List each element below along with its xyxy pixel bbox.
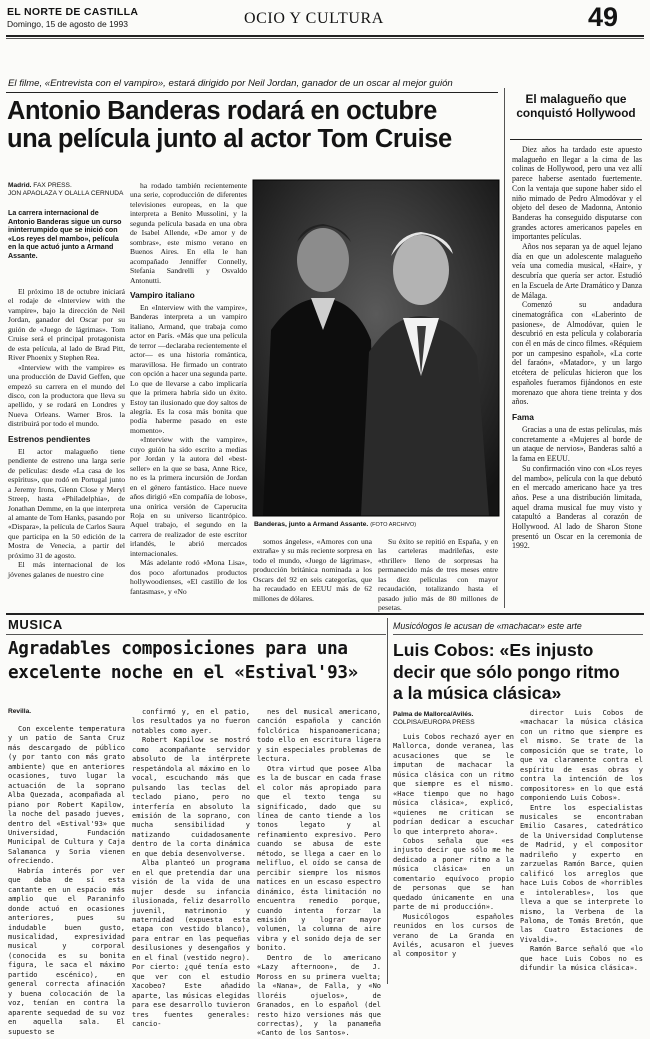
lead-subhead-1: Estrenos pendientes — [8, 433, 91, 444]
music-col1-p2: Habría interés por ver que daba de sí esta cantante en un espacio más amplio que el Paraninfo donde actuó en ocasiones anteriores, pues su indudable buen gusto, musicalidad, expresividad musical y corporal (conocida es su bonita figura, le saca el máximo partido escénico), en general correcta afinación y buena colocación de la voz, tenían en contra la aparente sequedad de su voz en aquella sala. El supuesto se — [8, 866, 125, 1036]
photo-caption — [254, 521, 416, 528]
cobos-col1-p3: Musicólogos españoles reunidos en los cursos de verano de La Granda en Avilés, acusaron el jueves al compositor y — [393, 912, 514, 959]
lead-col2-p2: En «Interview with the vampire», Banderas interpreta a un vampiro italiano, Armand, que trabaja como actor en París. «Más que una película de terror —declaraba recientemente el actor— es una historia romántica, maravillosa. He firmado un contrato con opción a hacer una segunda parte. Lo que de llevarse a cabo implicaría que la primera habría sido un éxito. Estoy tan ilusionado que doy saltos de alegría. Es la cosa más bonita que podía haberme pasado en este momento». — [130, 302, 247, 435]
cobos-divider — [387, 618, 388, 984]
cobos-col2-p1: director Luis Cobos de «machacar la música clásica con un ritmo que siempre es el mismo. Se trate de la composición que se trate, lo que va claramente contra el espíritu de esas obras y contra la intención de los compositores» en lo que está componiendo Luis Cobos». — [520, 709, 643, 803]
lead-col2-p3: «Interview with the vampire», cuyo guión ha sido escrito a medias por Jordan y la autora del «best-seller» en la que se basa, Anne Rice, no es la primera incursión de Jordan en el género fantástico. Hace nueve años dirigió «En compañía de lobos», una onírica versión de Caperucita Roja en su universo licantrópico. Aquel trabajo, el segundo en la carrera de realizador de este escritor irlandés, le abrió mercados internacionales. — [130, 435, 247, 558]
lead-kicker: El filme, «Entrevista con el vampiro», estará dirigido por Neil Jordan, ganador de un oscar al mejor guión — [8, 78, 453, 89]
music-top-rule — [6, 613, 644, 615]
sidebar-p2: Años nos separan ya de aquel lejano día en que un adolescente malagueño veía una comedia musical, «Hair», y descubría que quería ser actor. Estudió en la Escuela de Arte Dramático y Danza de Málaga. — [512, 242, 642, 300]
lead-col2-p4: Más adelante rodó «Mona Lisa», dos poco afortunados productos hollywoodienses, «El castillo de los fantasmas», y «No — [130, 558, 247, 596]
caption-text: Banderas, junto a Armand Assante. — [254, 521, 369, 528]
music-section-title: MUSICA — [8, 617, 63, 632]
lead-column-4 — [378, 537, 498, 611]
lead-col4-p1: Su éxito se repitió en España, y en las carteleras madrileñas, este «thriller» lleno de sorpresas ha permanecido más de tres meses entre las diez películas con mayor recaudación, totalizando hasta el pasado julio más de 80 millones de pesetas. — [378, 537, 498, 613]
lead-byline — [8, 182, 128, 198]
caption-credit: (FOTO ARCHIVO) — [370, 522, 417, 528]
lead-col1-p4: El más internacional de los jóvenes galanes de nuestro cine — [8, 560, 125, 579]
music-col2-p1: confirmó y, en el patio, los resultados ya no fueron notables como ayer. — [132, 708, 250, 735]
lead-headline-2: una película junto al actor Tom Cruise — [7, 125, 452, 153]
music-headline-1: Agradables composiciones para una — [8, 639, 348, 659]
music-col3-p2: Otra virtud que posee Alba es la de buscar en cada frase el color más apropiado para que el texto tenga su significado, dado que su línea de canto tiende a los tonos legato y al refinamiento expresivo. Pero cuando se abusa de este método, se llega a caer en lo melifluo, el oído se cansa de percibir siempre los mismos matices en un escaso espectro dinámico, ésta limitación no encuentra remedio porque, cuando intenta forzar la emisión y lograr mayor volumen, la columna de aire vibra y el sonido deja de ser bonito. — [257, 764, 381, 953]
lead-col2-p1: ha rodado también recientemente una serie, coproducción de diferentes televisiones europeas, en la que interpreta a Benito Mussolini, y la segunda película basada en una obra de Isabel Allende, «De amor y de sombras», este mismo verano en Buenos Aires. En ella le han acompañado Jenniffer Connelly, Stefania Sandrelli y Osvaldo Antonutti. — [130, 181, 247, 285]
masthead-rule — [6, 35, 644, 37]
lead-column-3 — [253, 537, 372, 611]
lead-summary: La carrera internacional de Antonio Banderas sigue un curso ininterrumpido que se inició con «Los reyes del mambo», película en la que actuó junto a Armand Assante. — [8, 209, 122, 260]
sidebar-subhead: Fama — [512, 411, 534, 422]
kicker-rule — [6, 92, 498, 93]
music-byline: Revilla. — [8, 708, 32, 715]
newspaper-name: EL NORTE DE CASTILLA — [7, 6, 139, 18]
music-column-2 — [132, 708, 251, 1028]
lead-col3-p1: somos ángeles», «Amores con una extraña» y su más reciente sorpresa en todo el mundo, «Juego de lágrimas», producción británica nominada a los Oscars del 92 en seis categorías, que ha recaudado en EEUU más de 62 millones de dólares. — [253, 537, 372, 603]
cobos-column-2 — [520, 709, 643, 983]
sidebar-body — [512, 145, 642, 607]
lead-col1-p3: El actor malagueño tiene pendiente de estreno una larga serie de películas: desde «La casa de los espíritus», que rodó en Portugal junto a Jeremy Irons, Glenn Close y Meryl Streep, hasta «Philadelphia», de Jonathan Demme, en la que interpreta al amante de Tom Hanks, pasando por «Dispara», la película de Carlos Saura que participa en la 50 edición de la Mostra de Venecia, a partir del próximo 31 de agosto. — [8, 446, 125, 560]
lead-photo — [253, 180, 499, 516]
music-column-1 — [8, 725, 125, 1036]
cobos-col1-p2: Cobos señala que «es injusto decir que sólo me he dedicado a poner ritmo a la música clásica» en un comentario equívoco propio de personas que se han quedado únicamente en una parte de mi producción». — [393, 836, 514, 912]
cobos-kicker-rule — [393, 634, 643, 635]
music-col1-p1: Con excelente temperatura y un patio de Santa Cruz más descargado de público (y por tanto con más grato ambiente) que en anteriores ocasiones, tuvo lugar la actuación de la soprano Alba Quezada, acompañada al piano por Robert Kapilow, la noche del pasado jueves, dentro del «Estival'93» que Universidad, Fundación Municipal de Cultura y Caja Salamanca y Soria vienen ofreciendo. — [8, 725, 125, 866]
issue-date: Domingo, 15 de agosto de 1993 — [7, 19, 128, 29]
lead-column-2 — [130, 181, 247, 609]
lead-headline-1: Antonio Banderas rodará en octubre — [7, 97, 437, 125]
music-col2-p3: Alba planteó un programa en el que pretendía dar una visión de la vida de una mujer desde su infancia ilusionada, feliz desarrollo juvenil, matrimonio y maternidad (expuesta esta etapa con vestido blanco), para entrar en las pequeñas desilusiones y desengaños y en el final (vestido negro). Por cierto: ¿qué tenía esto que ver con el estudio Xacobeo? Este añadido aparte, las músicas elegidas para ese desarrollo tuvieron tres fuentes generales: cancio- — [132, 859, 251, 1028]
sidebar-divider — [504, 88, 505, 608]
sidebar-p5: Su confirmación vino con «Los reyes del mambo», película con la que debutó en el mercado americano hace ya tres años. Pese a una distribución limitada, aquel drama musical fue muy visto y catapultó a Banderas al corazón de Hollywood. Al lado de Sharon Stone presentó un Oscar en la ceremonia de 1992. — [512, 463, 642, 551]
cobos-byline-agency: COLPISA/EUROPA PRESS — [393, 719, 475, 726]
cobos-headline-3: a la música clásica» — [393, 683, 562, 703]
music-col3-p3: Dentro de lo americano «Lazy afternoon», de J. Moross en su primera vuelta; la «Nana», de Falla, y «No lloréis ojuelos», de Granados, en lo español (del resto hizo versiones más que correctas), y la panameña «Canto de los Santos». — [257, 953, 381, 1038]
music-col3-p1: nes del musical americano, canción española y canción folclórica hispanoamericana; todo ello en escritura ligera y sin especiales problemas de lectura. — [257, 708, 381, 764]
cobos-headline-2: decir que sólo pongo ritmo — [393, 661, 620, 682]
cobos-headline-1: Luis Cobos: «Es injusto — [393, 640, 594, 660]
music-section-rule — [6, 634, 386, 635]
lead-col1-p1: El próximo 18 de octubre iniciará el rodaje de «Interview with the vampire», bajo la dirección de Neil Jordan, ganador del Oscar por su guión de «Juego de lágrimas». Tom Cruise será el principal protagonista de esta película, al lado de Brad Pitt, River Phoenix y Stephen Rea. — [8, 287, 125, 363]
page-number: 49 — [588, 2, 619, 32]
cobos-col1-p1: Luis Cobos rechazó ayer en Mallorca, donde veranea, las acusaciones que se le imputan de machacar la música clásica con un ritmo que siempre es el mismo. «Hace tiempo que no hago música clásica», explicó, «quienes me critican se podrían dedicar a escuchar lo que interpreto ahora». — [393, 733, 514, 836]
sidebar-title: El malagueño que conquistó Hollywood — [516, 92, 636, 120]
cobos-byline-place: Palma de Mallorca/Avilés. — [393, 711, 474, 718]
cobos-col2-p3: Ramón Barce señaló que «lo que hace Luis Cobos no es difundir la música clásica». — [520, 945, 643, 973]
lead-col1-p2: «Interview with the vampire» es una producción de David Geffen, que empezó su carrera en el mundo del disco, con la productora que lleva su apellido, y se rodará en Londres y Nueva Orleans. Warner Bros. la distribuirá por todo el mundo. — [8, 362, 125, 429]
cobos-kicker: Musicólogos le acusan de «machacar» este arte — [393, 621, 582, 631]
music-headline-2: excelente noche en el «Estival'93» — [8, 663, 358, 683]
sidebar-title-rule — [510, 139, 642, 140]
byline-place: Madrid. — [8, 182, 32, 189]
section-title: OCIO Y CULTURA — [244, 10, 384, 27]
cobos-column-1 — [393, 733, 514, 983]
music-col2-p2: Robert Kapilow se mostró como acompañante servidor absoluto de la intérprete respetándola al máximo en lo vocal, escuchando más que pulsando las teclas del teclado piano, pero no interfería en absoluto la emisión de la soprano, con mucha sensibilidad y matizando cuidadosamente dentro de la corta dinámica en que debía desenvolverse. — [132, 736, 251, 858]
masthead-rule-2 — [6, 38, 644, 39]
cobos-headline — [393, 640, 643, 705]
lead-subhead-2: Vampiro italiano — [130, 289, 195, 300]
byline-agency: FAX PRESS. — [33, 182, 72, 189]
sidebar-p3: Comenzó su andadura cinematográfica con «Laberinto de pasiones», de Almodóvar, quien le descubrió en esta película y colaboraría con él en más de cinco filmes. «Réquiem por un campesino español», «La corte del faraón», «Matador», y un largo etcétera de películas hicieron que los españoles fueramos fijándonos en este morenazo que ahora tiene treinta y dos años. — [512, 300, 642, 407]
sidebar-p1: Diez años ha tardado este apuesto malagueño en llegar a la cima de las colinas de Hollywood, pero una vez allí parece haberse asentado fuertemente. Con la ventaja que supone haber sido el niño mimado de Pedro Almodóvar y el objeto del deseo de Madonna, Antonio Banderas ha conseguido disputarse con grandes actores americanos papeles en importantes películas. — [512, 145, 642, 242]
photo-illustration — [253, 180, 499, 516]
byline-authors: JON APAOLAZA Y OLALLA CERNUDA — [8, 190, 124, 197]
lead-column-1 — [8, 287, 125, 587]
cobos-col2-p2: Entre los especialistas musicales se encontraban Emilio Casares, catedrático de la Universidad Complutense de Madrid, y el compositor madrileño y experto en zarzuelas Ramón Barce, quien calificó los arreglos que hace Luis Cobos de «horribles e intolerables», los que lleva a que se interprete lo mismo, la Verbena de la Paloma, de Tomás Bretón, que las Cuatro Estaciones de Vivaldi». — [520, 803, 643, 944]
sidebar-p4: Gracias a una de estas películas, más concretamente a «Mujeres al borde de un ataque de nervios», Banderas saltó a la fama en EEUU. — [512, 424, 642, 464]
cobos-byline — [393, 711, 475, 727]
music-column-3 — [257, 708, 381, 1038]
